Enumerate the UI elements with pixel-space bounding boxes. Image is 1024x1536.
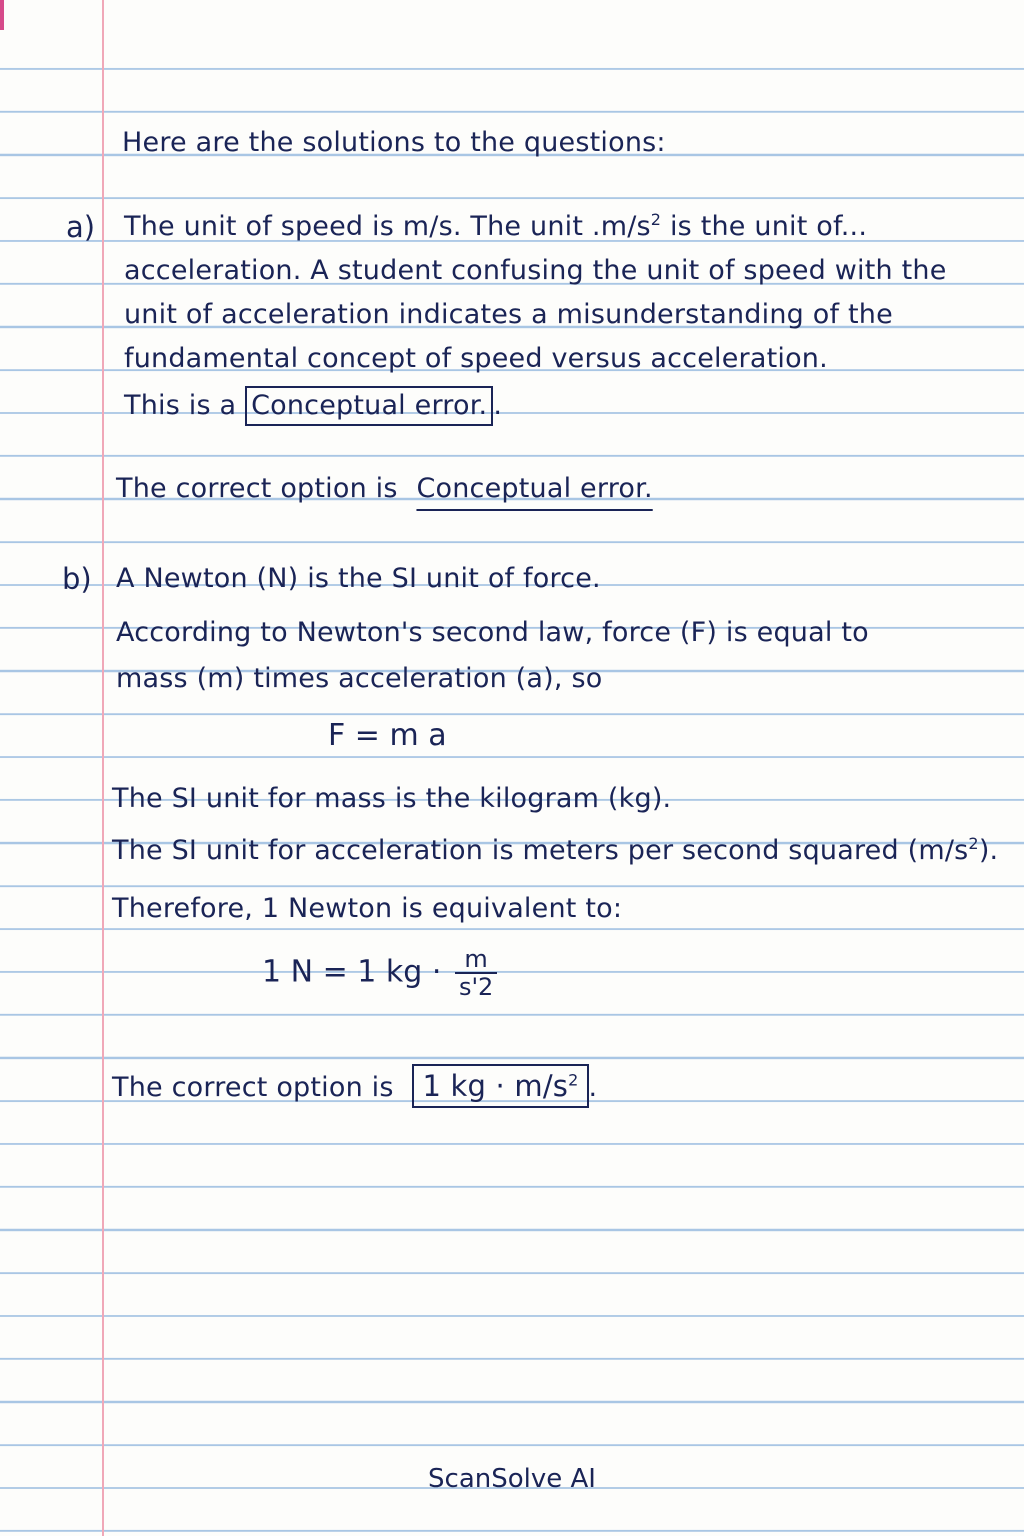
part-b-boxed-answer — [412, 1064, 588, 1108]
equation-newton-left: 1 N = 1 kg · — [262, 954, 442, 990]
equation-f-ma: F = m a — [328, 718, 447, 753]
part-b-line-6: Therefore, 1 Newton is equivalent to: — [112, 893, 623, 924]
part-b-answer-period: . — [588, 1072, 598, 1103]
part-b-boxed-answer-exponent: 2 — [568, 1070, 579, 1090]
part-a-line-4: fundamental concept of speed versus acceleration. — [124, 343, 828, 374]
part-b-line-5-tail: ). — [978, 835, 999, 866]
part-a-line-5-text: This is a — [124, 390, 237, 421]
heading: Here are the solutions to the questions: — [122, 127, 666, 158]
corner-mark — [0, 0, 4, 30]
fraction-denominator: s'2 — [458, 973, 494, 1001]
part-a-line-5 — [124, 386, 502, 426]
part-b-line-1: A Newton (N) is the SI unit of force. — [116, 563, 601, 594]
part-a-label: a) — [66, 210, 96, 244]
part-b-line-2: According to Newton's second law, force (F) is equal to — [116, 617, 869, 648]
margin-line — [102, 0, 104, 1536]
part-b-answer-text: The correct option is — [112, 1072, 394, 1103]
part-a-line-3: unit of acceleration indicates a misunderstanding of the — [124, 299, 893, 330]
part-b-line-5-exponent: 2 — [968, 834, 979, 853]
part-a-boxed-answer: Conceptual error. — [245, 386, 493, 426]
part-b-line-4: The SI unit for mass is the kilogram (kg). — [112, 783, 672, 814]
part-a-underlined-answer: Conceptual error. — [416, 473, 653, 504]
part-a-line-2: acceleration. A student confusing the unit of speed with the — [124, 255, 947, 286]
part-a-answer-text: The correct option is — [116, 473, 398, 504]
part-a-line-1-tail: is the unit of... — [661, 211, 868, 242]
part-b-line-5 — [112, 834, 998, 868]
part-b-line-3: mass (m) times acceleration (a), so — [116, 663, 603, 694]
part-a-answer-line — [116, 472, 653, 506]
footer-brand: ScanSolve AI — [428, 1464, 596, 1494]
part-b-boxed-answer-text: 1 kg · m/s — [422, 1069, 569, 1103]
part-b-label: b) — [62, 562, 92, 596]
fraction — [455, 946, 497, 1000]
part-a-line-1-exponent: 2 — [650, 210, 662, 229]
part-a-line-1 — [124, 210, 867, 244]
part-a-line-1-text: The unit of speed is m/s. The unit .m/s — [124, 211, 651, 242]
part-b-line-5-text: The SI unit for acceleration is meters per second squared (m/s — [112, 835, 969, 866]
equation-newton — [262, 946, 497, 1000]
fraction-numerator: m — [455, 946, 497, 974]
part-b-answer-line — [112, 1064, 597, 1108]
part-a-line-5-period: . — [493, 390, 503, 421]
